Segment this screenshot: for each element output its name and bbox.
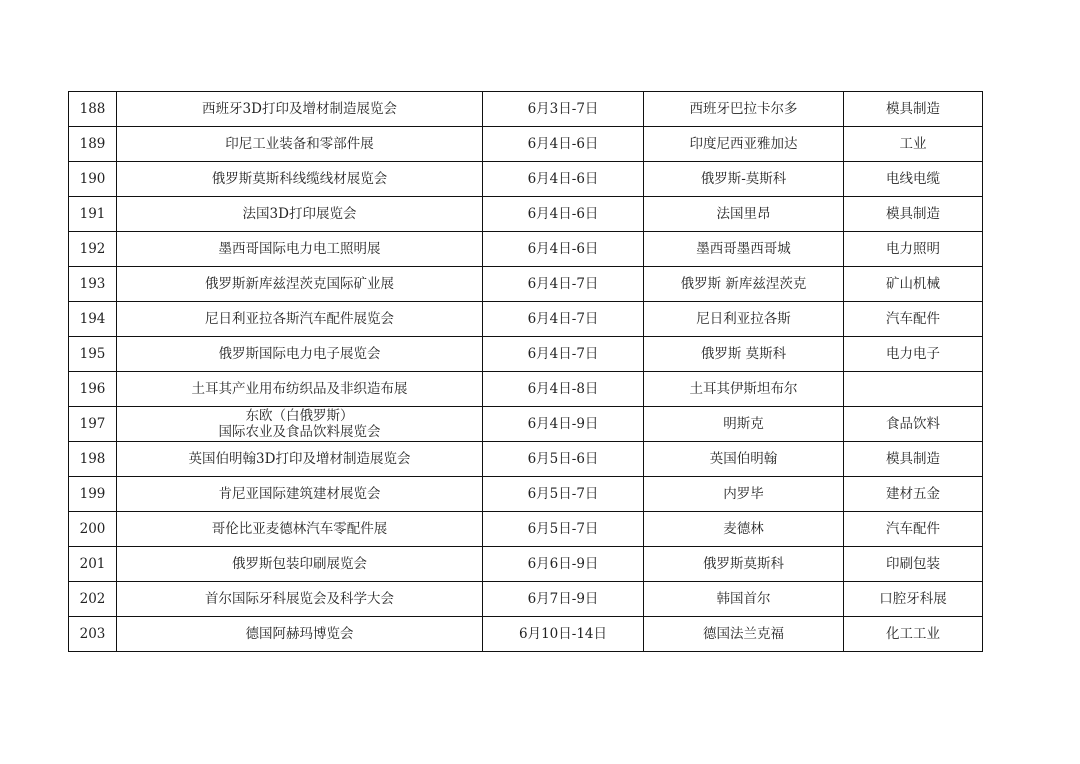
exhibition-name-line: 墨西哥国际电力电工照明展	[218, 241, 381, 257]
table-row	[69, 407, 983, 442]
exhibition-industry: 模具制造	[844, 197, 983, 232]
exhibition-city: 西班牙巴拉卡尔多	[644, 92, 844, 127]
exhibition-name-line: 国际农业及食品饮料展览会	[218, 424, 381, 440]
exhibition-date: 6月10日-14日	[483, 617, 644, 652]
exhibition-city: 法国里昂	[644, 197, 844, 232]
exhibition-city: 明斯克	[644, 407, 844, 442]
exhibition-name-line: 西班牙3D打印及增材制造展览会	[202, 101, 397, 117]
row-number: 188	[69, 92, 117, 127]
exhibition-industry: 电力照明	[844, 232, 983, 267]
exhibition-name-line: 俄罗斯国际电力电子展览会	[218, 346, 381, 362]
exhibition-name	[117, 407, 483, 442]
exhibition-industry: 口腔牙科展	[844, 582, 983, 617]
exhibition-date: 6月5日-6日	[483, 442, 644, 477]
exhibition-name-line: 德国阿赫玛博览会	[245, 626, 354, 642]
exhibition-name	[117, 547, 483, 582]
row-number: 189	[69, 127, 117, 162]
exhibition-industry: 印刷包装	[844, 547, 983, 582]
exhibition-date: 6月4日-7日	[483, 337, 644, 372]
exhibition-name	[117, 267, 483, 302]
exhibition-date: 6月4日-6日	[483, 232, 644, 267]
exhibition-city: 俄罗斯 新库兹涅茨克	[644, 267, 844, 302]
exhibition-city: 韩国首尔	[644, 582, 844, 617]
exhibition-name-line: 尼日利亚拉各斯汽车配件展览会	[205, 311, 394, 327]
exhibition-date: 6月4日-6日	[483, 127, 644, 162]
table-row	[69, 127, 983, 162]
exhibition-name-line: 英国伯明翰3D打印及增材制造展览会	[188, 451, 411, 467]
exhibition-name	[117, 372, 483, 407]
exhibition-industry: 电线电缆	[844, 162, 983, 197]
exhibition-date: 6月3日-7日	[483, 92, 644, 127]
exhibition-name-line: 法国3D打印展览会	[242, 206, 357, 222]
exhibition-name	[117, 127, 483, 162]
exhibition-date: 6月4日-6日	[483, 162, 644, 197]
exhibition-date: 6月4日-8日	[483, 372, 644, 407]
exhibition-date: 6月7日-9日	[483, 582, 644, 617]
exhibition-industry: 模具制造	[844, 442, 983, 477]
exhibition-city: 麦德林	[644, 512, 844, 547]
exhibition-name	[117, 232, 483, 267]
exhibition-date: 6月5日-7日	[483, 512, 644, 547]
exhibition-industry	[844, 372, 983, 407]
exhibition-industry: 汽车配件	[844, 512, 983, 547]
row-number: 190	[69, 162, 117, 197]
table-row	[69, 477, 983, 512]
exhibition-date: 6月4日-6日	[483, 197, 644, 232]
exhibition-name	[117, 442, 483, 477]
table-row	[69, 232, 983, 267]
table-row	[69, 162, 983, 197]
exhibition-date: 6月4日-9日	[483, 407, 644, 442]
exhibition-name	[117, 197, 483, 232]
exhibition-name	[117, 477, 483, 512]
exhibition-name-line: 首尔国际牙科展览会及科学大会	[205, 591, 394, 607]
exhibition-city: 俄罗斯-莫斯科	[644, 162, 844, 197]
exhibition-name-line: 肯尼亚国际建筑建材展览会	[218, 486, 381, 502]
table-row	[69, 512, 983, 547]
table-row	[69, 547, 983, 582]
row-number: 200	[69, 512, 117, 547]
exhibition-name	[117, 162, 483, 197]
table-row	[69, 197, 983, 232]
exhibition-name-line: 俄罗斯莫斯科线缆线材展览会	[211, 171, 388, 187]
table-row	[69, 267, 983, 302]
exhibition-city: 英国伯明翰	[644, 442, 844, 477]
exhibition-industry: 化工工业	[844, 617, 983, 652]
exhibition-industry: 矿山机械	[844, 267, 983, 302]
row-number: 197	[69, 407, 117, 442]
table-row	[69, 92, 983, 127]
exhibition-name	[117, 337, 483, 372]
exhibition-name	[117, 617, 483, 652]
exhibition-industry: 电力电子	[844, 337, 983, 372]
exhibition-industry: 工业	[844, 127, 983, 162]
exhibition-name	[117, 92, 483, 127]
exhibition-industry: 汽车配件	[844, 302, 983, 337]
row-number: 203	[69, 617, 117, 652]
table-row	[69, 372, 983, 407]
table-row	[69, 302, 983, 337]
exhibition-name-line: 印尼工业装备和零部件展	[225, 136, 374, 152]
row-number: 196	[69, 372, 117, 407]
exhibition-city: 印度尼西亚雅加达	[644, 127, 844, 162]
exhibition-date: 6月4日-7日	[483, 302, 644, 337]
exhibition-name-line: 俄罗斯包装印刷展览会	[232, 556, 367, 572]
row-number: 194	[69, 302, 117, 337]
exhibition-table-body	[69, 92, 983, 652]
exhibition-industry: 食品饮料	[844, 407, 983, 442]
table-row	[69, 442, 983, 477]
exhibition-date: 6月4日-7日	[483, 267, 644, 302]
row-number: 191	[69, 197, 117, 232]
table-row	[69, 617, 983, 652]
exhibition-name	[117, 302, 483, 337]
row-number: 198	[69, 442, 117, 477]
exhibition-name-line: 哥伦比亚麦德林汽车零配件展	[211, 521, 388, 537]
exhibition-city: 德国法兰克福	[644, 617, 844, 652]
exhibition-industry: 模具制造	[844, 92, 983, 127]
row-number: 199	[69, 477, 117, 512]
exhibition-table	[68, 91, 983, 652]
exhibition-city: 内罗毕	[644, 477, 844, 512]
row-number: 201	[69, 547, 117, 582]
exhibition-name-line: 土耳其产业用布纺织品及非织造布展	[191, 381, 408, 397]
exhibition-city: 尼日利亚拉各斯	[644, 302, 844, 337]
exhibition-name	[117, 582, 483, 617]
exhibition-name-line: 俄罗斯新库兹涅茨克国际矿业展	[205, 276, 394, 292]
exhibition-city: 墨西哥墨西哥城	[644, 232, 844, 267]
exhibition-city: 俄罗斯 莫斯科	[644, 337, 844, 372]
exhibition-industry: 建材五金	[844, 477, 983, 512]
exhibition-date: 6月5日-7日	[483, 477, 644, 512]
exhibition-date: 6月6日-9日	[483, 547, 644, 582]
exhibition-city: 土耳其伊斯坦布尔	[644, 372, 844, 407]
row-number: 193	[69, 267, 117, 302]
exhibition-name-line: 东欧（白俄罗斯）	[245, 408, 354, 424]
table-row	[69, 582, 983, 617]
row-number: 195	[69, 337, 117, 372]
row-number: 202	[69, 582, 117, 617]
exhibition-city: 俄罗斯莫斯科	[644, 547, 844, 582]
table-row	[69, 337, 983, 372]
row-number: 192	[69, 232, 117, 267]
exhibition-name	[117, 512, 483, 547]
